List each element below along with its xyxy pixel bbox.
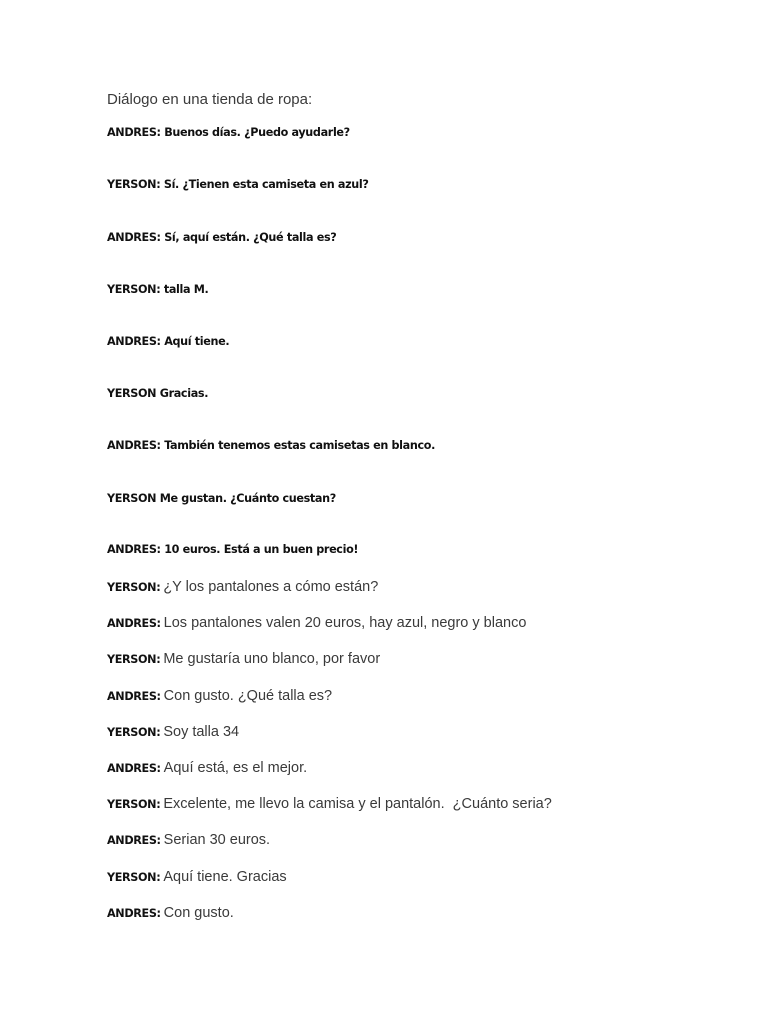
- speaker-label: ANDRES:: [107, 834, 161, 847]
- dialogue-line: ANDRES: Sí, aquí están. ¿Qué talla es?: [107, 231, 337, 244]
- speaker-label: YERSON:: [107, 653, 161, 666]
- dialogue-line: YERSON: talla M.: [107, 283, 209, 296]
- dialogue-line: [107, 687, 332, 705]
- speaker-label: ANDRES:: [107, 617, 161, 630]
- dialogue-line: [107, 578, 378, 596]
- dialogue-line: [107, 795, 552, 813]
- dialogue-line: YERSON: Sí. ¿Tienen esta camiseta en azul?: [107, 178, 369, 191]
- dialogue-line: ANDRES: También tenemos estas camisetas en blanco.: [107, 439, 436, 452]
- dialogue-text: Con gusto. ¿Qué talla es?: [163, 688, 333, 704]
- speaker-label: ANDRES:: [107, 762, 161, 775]
- dialogue-text: Soy talla 34: [163, 724, 240, 740]
- dialogue-line: [107, 759, 307, 777]
- dialogue-line: YERSON Gracias.: [107, 387, 209, 400]
- dialogue-text: Aquí está, es el mejor.: [163, 760, 308, 776]
- speaker-label: YERSON:: [107, 871, 161, 884]
- dialogue-text: Con gusto.: [163, 905, 234, 921]
- dialogue-line: [107, 614, 526, 632]
- dialogue-text: Me gustaría uno blanco, por favor: [163, 651, 381, 667]
- dialogue-line: ANDRES: 10 euros. Está a un buen precio!: [107, 543, 359, 556]
- dialogue-line: ANDRES: Aquí tiene.: [107, 335, 230, 348]
- dialogue-text: ¿Y los pantalones a cómo están?: [163, 579, 379, 595]
- dialogue-line: [107, 868, 287, 886]
- dialogue-text: Aquí tiene. Gracias: [163, 869, 287, 885]
- speaker-label: YERSON:: [107, 581, 161, 594]
- dialogue-line: [107, 650, 380, 668]
- speaker-label: ANDRES:: [107, 690, 161, 703]
- dialogue-line: ANDRES: Buenos días. ¿Puedo ayudarle?: [107, 126, 350, 139]
- speaker-label: YERSON:: [107, 798, 161, 811]
- document-title: Diálogo en una tienda de ropa:: [107, 91, 313, 108]
- dialogue-line: YERSON Me gustan. ¿Cuánto cuestan?: [107, 492, 336, 505]
- dialogue-text: Los pantalones valen 20 euros, hay azul, negro y blanco: [163, 615, 527, 631]
- dialogue-text: Excelente, me llevo la camisa y el pantalón. ¿Cuánto seria?: [163, 796, 552, 812]
- dialogue-text: Serian 30 euros.: [163, 832, 271, 848]
- speaker-label: YERSON:: [107, 726, 161, 739]
- dialogue-line: [107, 723, 239, 741]
- dialogue-line: [107, 904, 234, 922]
- dialogue-line: [107, 831, 270, 849]
- speaker-label: ANDRES:: [107, 907, 161, 920]
